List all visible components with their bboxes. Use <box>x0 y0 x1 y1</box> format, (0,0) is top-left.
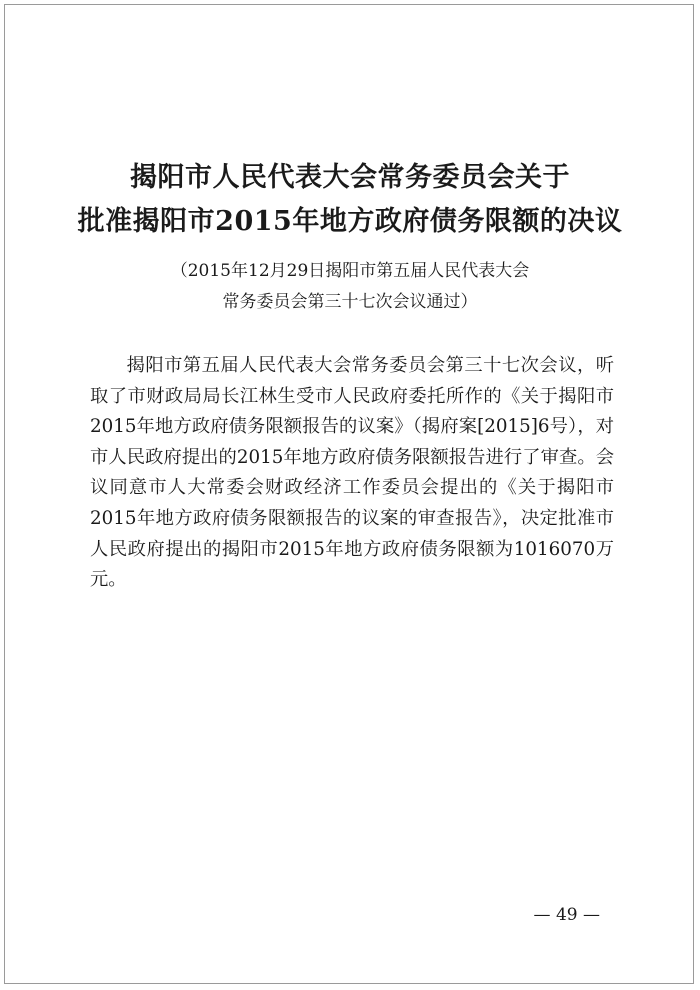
document-title-line-2: 批准揭阳市2015年地方政府债务限额的决议 <box>77 206 623 237</box>
document-subtitle-line-2: 常务委员会第三十七次会议通过） <box>222 292 478 312</box>
document-title-line-1: 揭阳市人民代表大会常务委员会关于 <box>130 162 570 193</box>
document-subtitle-line-1: （2015年12月29日揭阳市第五届人民代表大会 <box>170 261 530 281</box>
page-number: — 49 — <box>533 905 600 925</box>
resolution-body: 揭阳市第五届人民代表大会常务委员会第三十七次会议，听取了市财政局局长江林生受市人民政府委托所作的《关于揭阳市2015年地方政府债务限额报告的议案》（揭府案[2015]6号），对市人民政府提出的2015年地方政府债务限额报告进行了审查。会议同意市人大常委会财政经济工作委员会提出的《关于揭阳市2015年地方政府债务限额报告的议案的审查报告》，决定批准市人民政府提出的揭阳市2015年地方政府债务限额为1016070万元。 <box>90 355 614 591</box>
